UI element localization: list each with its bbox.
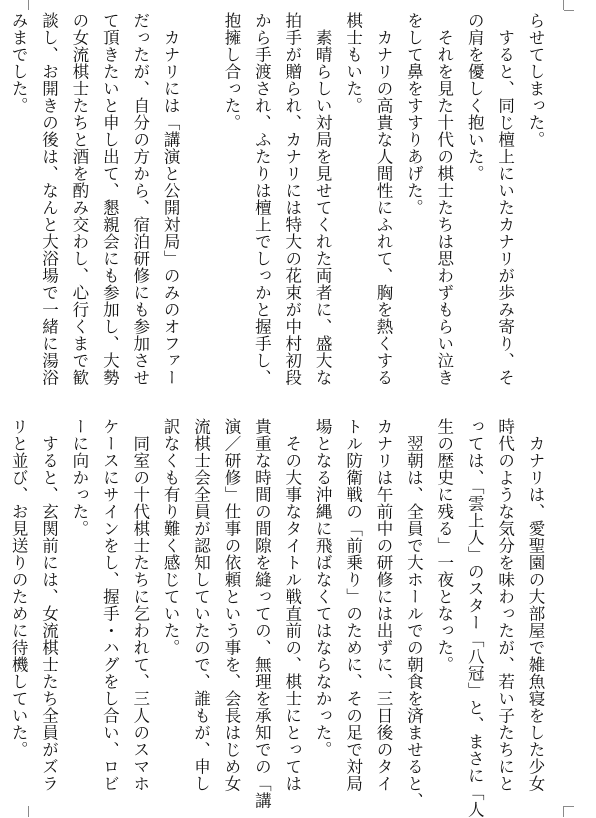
text-line: 翌朝は、全員で大ホールでの朝食を済ませると、 bbox=[404, 418, 424, 809]
text-line bbox=[0, 12, 3, 392]
text-line: 素晴らしい対局を見せてくれた両者に、盛大な bbox=[313, 12, 333, 386]
text-line: っては、「雲上人」のスター「八冠」と、まさに「人 bbox=[465, 418, 485, 818]
text-line: カナリの高貴な人間性にふれて、胸を熱くする bbox=[373, 12, 393, 386]
text-line: だったが、自分の方から、宿泊研修にも参加させ bbox=[130, 12, 150, 386]
text-line: 談し、お開きの後は、なんと大浴場で一緒に湯浴 bbox=[39, 12, 59, 386]
text-line: の女流棋士たちと酒を酌み交わし、心行くまで歓 bbox=[69, 12, 89, 386]
text-line: 抱擁し合った。 bbox=[221, 12, 241, 131]
text-line: すると、同じ檀上にいたカナリが歩み寄り、そ bbox=[495, 12, 515, 386]
text-line: から手渡され、ふたりは檀上でしっかと握手し、 bbox=[252, 12, 272, 386]
text-line: 場となる沖縄に飛ばなくてはならなかった。 bbox=[313, 418, 333, 758]
text-line: 同室の十代棋士たちに乞われて、三人のスマホ bbox=[130, 418, 150, 792]
text-line: それを見た十代の棋士たちは思わずもらい泣き bbox=[434, 12, 454, 386]
text-line: ケースにサインをし、握手・ハグをし合い、ロビ bbox=[100, 418, 120, 792]
crop-mark-top-left-h bbox=[28, 0, 29, 10]
text-line: すると、玄関前には、女流棋士たち全員がズラ bbox=[39, 418, 59, 792]
crop-mark-bottom-right bbox=[563, 806, 564, 817]
text-line: カナリは午前中の研修には出ずに、三日後のタイ bbox=[373, 418, 393, 792]
text-line bbox=[185, 12, 215, 392]
text-line: カナリには「講演と公開対局」のみのオファー bbox=[161, 12, 181, 386]
text-line: 棋士もいた。 bbox=[343, 12, 363, 114]
text-line: 貴重な時間の間隙を縫っての、無理を承知での「講 bbox=[252, 418, 272, 809]
crop-mark-top-right-h bbox=[563, 0, 564, 10]
text-line: 流棋士会全員が認知していたので、誰もが、申し bbox=[191, 418, 211, 792]
text-line: らせてしまった。 bbox=[526, 12, 545, 148]
upper-text-block bbox=[9, 12, 550, 392]
crop-mark-top-right-v bbox=[564, 10, 574, 11]
text-line: トル防衛戦の「前乗り」のために、その足で対局 bbox=[343, 418, 363, 792]
text-line: の肩を優しく抱いた。 bbox=[465, 12, 485, 182]
crop-mark-bottom-right-h bbox=[564, 806, 574, 807]
text-line: をして鼻をすすりあげた。 bbox=[404, 12, 424, 216]
text-line bbox=[0, 418, 3, 810]
text-line: 訳なくも有り難く感じていた。 bbox=[161, 418, 181, 656]
lower-text-block bbox=[9, 418, 550, 818]
text-line: ーに向かった。 bbox=[69, 418, 89, 537]
text-line: て頂きたいと申し出て、懇親会にも参加し、大勢 bbox=[100, 12, 120, 386]
text-line: みまでした。 bbox=[9, 12, 29, 114]
text-line: カナリは、愛聖園の大部屋で雑魚寝をした少女 bbox=[526, 418, 545, 792]
text-line: 演／研修」仕事の依頼という事を、会長はじめ女 bbox=[221, 418, 241, 792]
text-line: 時代のような気分を味わったが、若い子たちにと bbox=[495, 418, 515, 792]
text-line: その大事なタイトル戦直前の、棋士にとっては bbox=[282, 418, 302, 792]
text-line: リと並び、お見送りのために待機していた。 bbox=[9, 418, 29, 758]
text-line: 拍手が贈られ、カナリには特大の花束が中村初段 bbox=[282, 12, 302, 386]
text-line: 生の歴史に残る」一夜となった。 bbox=[434, 418, 454, 673]
